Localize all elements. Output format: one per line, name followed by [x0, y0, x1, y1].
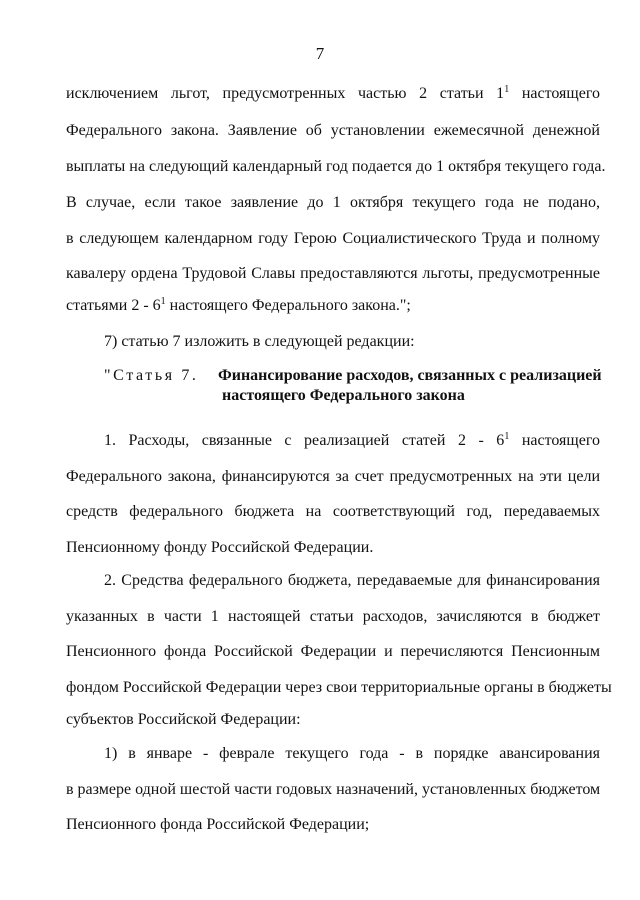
article-title	[218, 366, 602, 406]
text-line: статьями $2 - 6^1$ настоящего Федерального закона.";	[66, 296, 411, 314]
text-line: 1) в январе - феврале текущего года - в порядке авансирования	[104, 745, 600, 762]
text-line: Пенсионного фонда Российской Федерации и перечисляются Пенсионным	[66, 643, 600, 660]
text-line: фондом Российской Федерации через свои территориальные органы в бюджеты	[66, 679, 612, 696]
text-line: кавалеру ордена Трудовой Славы предоставляются льготы, предусмотренные	[66, 265, 600, 282]
text-line: Пенсионному фонду Российской Федерации.	[66, 539, 374, 556]
text-line: субъектов Российской Федерации:	[66, 711, 301, 728]
text-line: указанных в части 1 настоящей статьи расходов, зачисляются в бюджет	[66, 608, 600, 625]
text-line: Федерального закона, финансируются за счет предусмотренных на эти цели	[66, 468, 600, 485]
article-label: "Статья 7.	[104, 367, 199, 384]
page-number: 7	[315, 44, 325, 63]
text-line: в следующем календарном году Герою Социалистического Труда и полному	[66, 230, 600, 247]
article-title-line: Финансирование расходов, связанных с реализацией	[218, 367, 602, 384]
text-line: Федерального закона. Заявление об установлении ежемесячной денежной	[66, 122, 600, 139]
article-title-line: настоящего Федерального закона	[222, 387, 465, 404]
text-line: В случае, если такое заявление до 1 октября текущего года не подано,	[66, 194, 600, 211]
text-line: Пенсионного фонда Российской Федерации;	[66, 816, 370, 833]
text-line: средств федерального бюджета на соответствующий год, передаваемых	[66, 503, 600, 520]
text-line: выплаты на следующий календарный год подается до 1 октября текущего года.	[66, 158, 606, 175]
text-line: исключением льгот, предусмотренных частью 2 статьи $1^1$ настоящего	[66, 84, 601, 102]
text-line: 2. Средства федерального бюджета, передаваемые для финансирования	[104, 572, 600, 589]
text-line: 7) статью 7 изложить в следующей редакции:	[104, 333, 415, 350]
text-line: 1. Расходы, связанные с реализацией статей $2 - 6^1$ настоящего	[104, 431, 601, 449]
text-line: в размере одной шестой части годовых назначений, установленных бюджетом	[66, 781, 601, 798]
